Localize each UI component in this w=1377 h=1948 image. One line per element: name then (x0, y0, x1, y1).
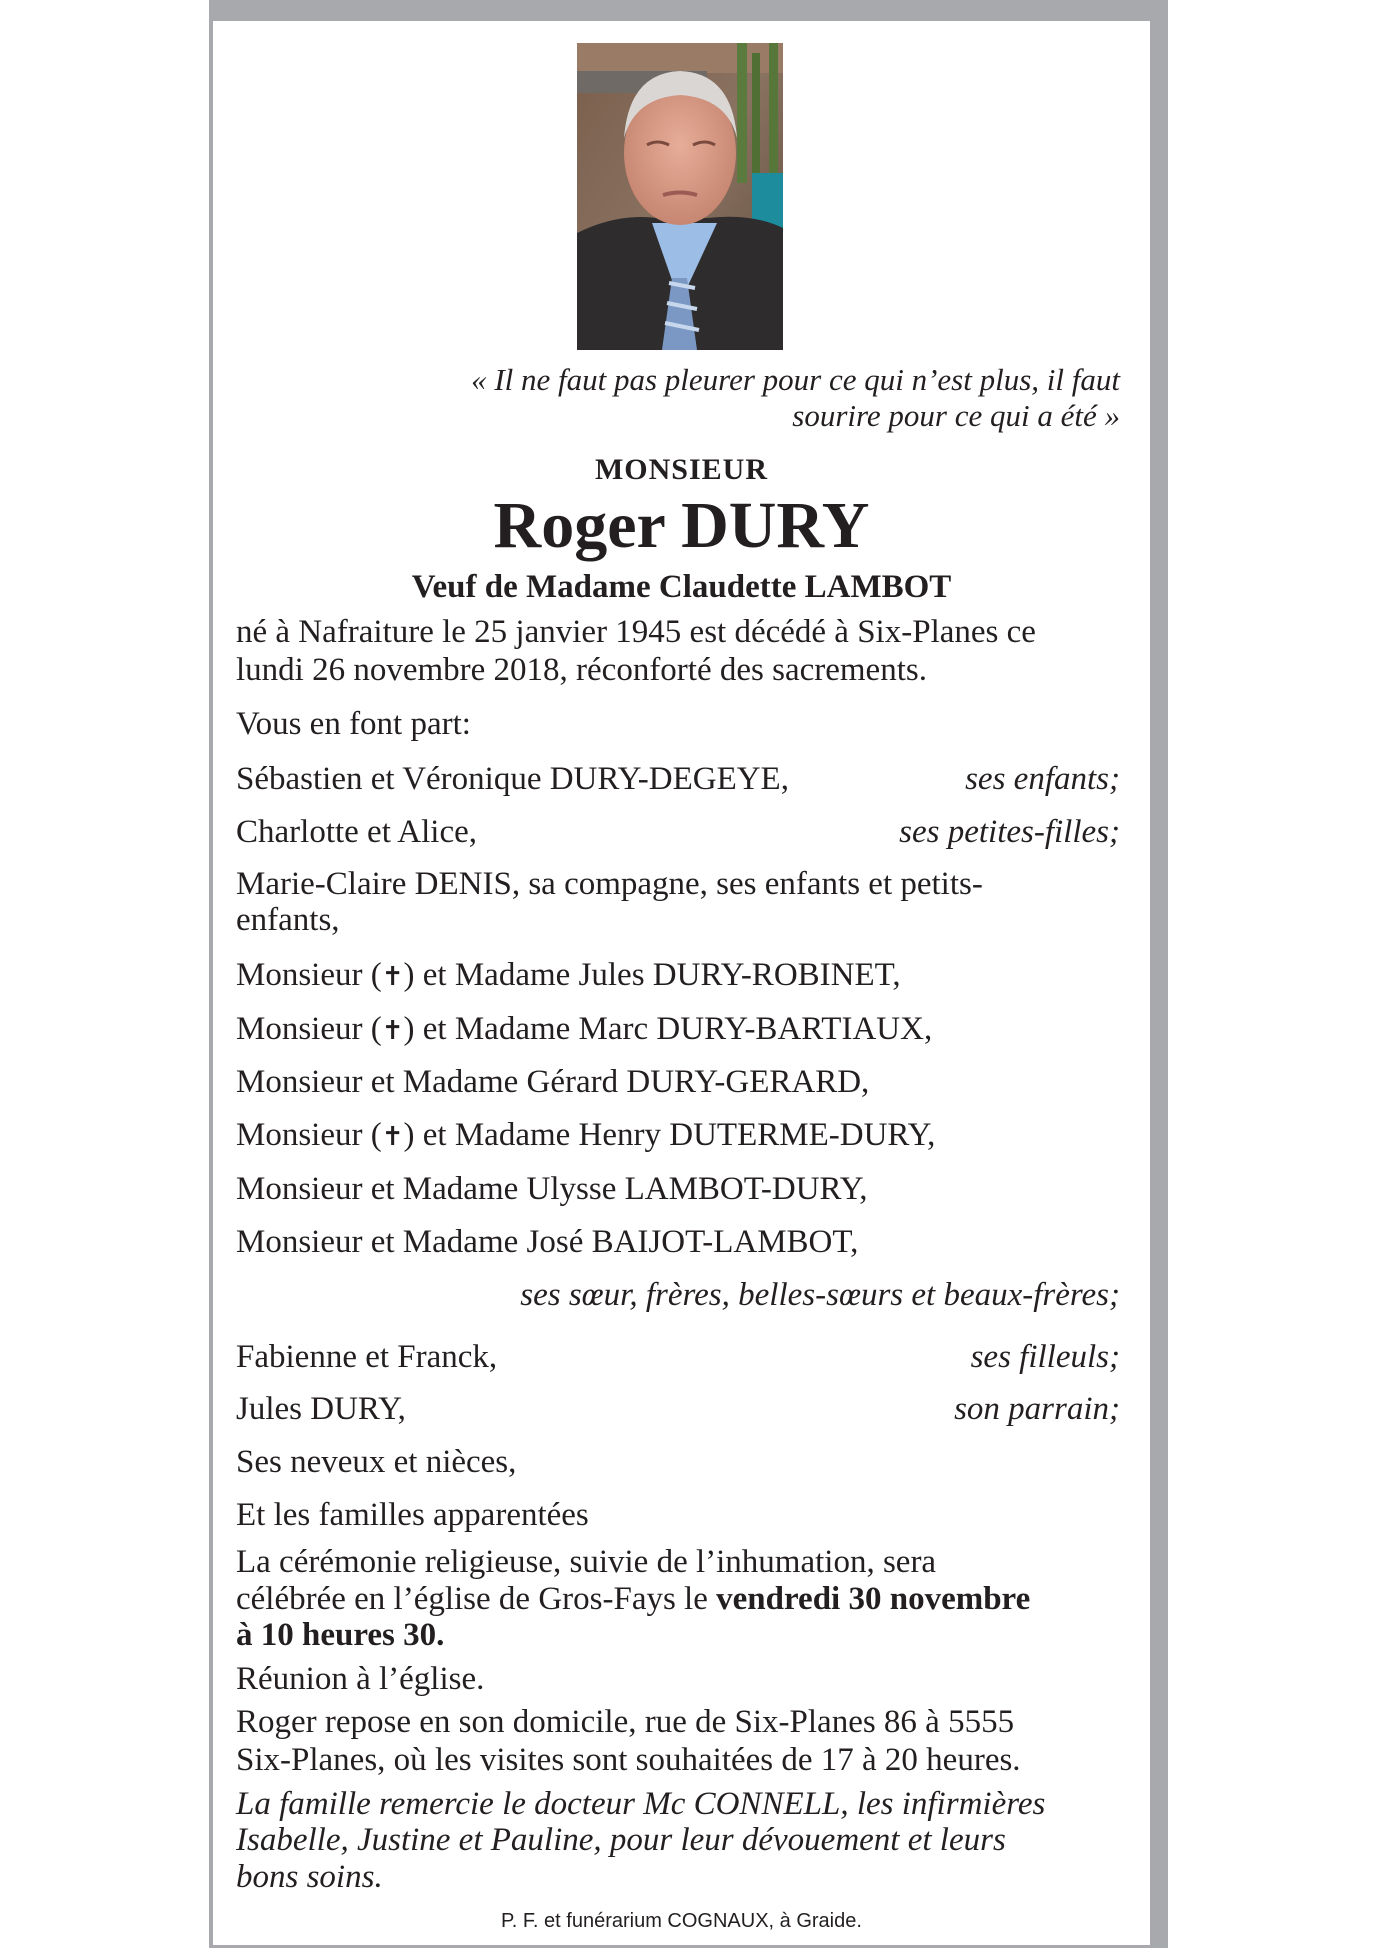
frame-left (209, 0, 213, 1948)
family-relation-granddaughters: ses petites-filles; (899, 814, 1120, 850)
sibling-item (236, 1066, 869, 1099)
ceremony-line-2 (236, 1583, 1030, 1616)
sibling-text-post: ) et Madame Marc DURY-BARTIAUX, (403, 1011, 933, 1047)
sibling-item (236, 1119, 935, 1154)
funeral-home-footer: P. F. et funérarium COGNAUX, à Graide. (501, 1910, 862, 1932)
frame-right (1150, 0, 1168, 1948)
portrait-photo (577, 43, 783, 350)
thanks-line-2: Isabelle, Justine et Pauline, pour leur dévouement et leurs (236, 1822, 1006, 1858)
sibling-text-post: ) et Madame Jules DURY-ROBINET, (403, 957, 901, 993)
relatives-line: Et les familles apparentées (236, 1497, 589, 1533)
sibling-text-pre: Monsieur ( (236, 1011, 382, 1047)
sibling-text-pre: Monsieur ( (236, 1117, 382, 1153)
sibling-item (236, 1226, 858, 1259)
sibling-text-post: ) et Madame Henry DUTERME-DURY, (403, 1117, 936, 1153)
family-name-children: Sébastien et Véronique DURY-DEGEYE, (236, 761, 789, 797)
frame-top (209, 0, 1168, 21)
cross-icon: ✝ (381, 1016, 404, 1046)
godfather-name: Jules DURY, (236, 1391, 406, 1427)
title-prefix: MONSIEUR (594, 453, 768, 486)
birth-death-line-2: lundi 26 novembre 2018, réconforté des sacrements. (236, 652, 927, 688)
quote-line-1: « Il ne faut pas pleurer pour ce qui n’est plus, il faut (471, 362, 1120, 397)
thanks-line-3: bons soins. (236, 1859, 383, 1895)
godfather-relation: son parrain; (954, 1391, 1120, 1427)
nephews-line: Ses neveux et nièces, (236, 1444, 517, 1480)
deceased-name: Roger DURY (493, 489, 870, 562)
spouse-line: Veuf de Madame Claudette LAMBOT (411, 569, 952, 605)
sibling-item (236, 1173, 868, 1206)
companion-line-1: Marie-Claire DENIS, sa compagne, ses enfants et petits- (236, 866, 983, 902)
ceremony-place: célébrée en l’église de Gros-Fays le (236, 1581, 717, 1617)
portrait-image (577, 43, 783, 350)
godchildren-relation: ses filleuls; (970, 1339, 1120, 1375)
siblings-relation: ses sœur, frères, belles-sœurs et beaux-frères; (520, 1277, 1120, 1313)
thanks-line-1: La famille remercie le docteur Mc CONNELL, les infirmières (236, 1786, 1046, 1822)
rest-line-1: Roger repose en son domicile, rue de Six-Planes 86 à 5555 (236, 1704, 1015, 1740)
quote-line-2: sourire pour ce qui a été » (792, 398, 1120, 433)
ceremony-time: à 10 heures 30. (236, 1617, 445, 1653)
ceremony-line-1: La cérémonie religieuse, suivie de l’inhumation, sera (236, 1544, 937, 1580)
cross-icon: ✝ (381, 962, 404, 992)
birth-death-line-1: né à Nafraiture le 25 janvier 1945 est décédé à Six-Planes ce (236, 614, 1036, 650)
sibling-text-pre: Monsieur et Madame Ulysse LAMBOT-DURY, (236, 1171, 868, 1207)
sibling-item (236, 1013, 932, 1048)
rest-line-2: Six-Planes, où les visites sont souhaitées de 17 à 20 heures. (236, 1742, 1021, 1778)
sibling-item (236, 959, 901, 994)
family-name-granddaughters: Charlotte et Alice, (236, 814, 478, 850)
godchildren-name: Fabienne et Franck, (236, 1339, 498, 1375)
sibling-text-pre: Monsieur et Madame José BAIJOT-LAMBOT, (236, 1224, 859, 1260)
sibling-text-pre: Monsieur et Madame Gérard DURY-GERARD, (236, 1064, 870, 1100)
ceremony-date: vendredi 30 novembre (716, 1581, 1031, 1617)
cross-icon: ✝ (381, 1122, 404, 1152)
family-relation-children: ses enfants; (965, 761, 1120, 797)
sibling-text-pre: Monsieur ( (236, 957, 382, 993)
companion-line-2: enfants, (236, 902, 340, 938)
announce-line: Vous en font part: (236, 706, 471, 742)
meeting-line: Réunion à l’église. (236, 1661, 485, 1697)
